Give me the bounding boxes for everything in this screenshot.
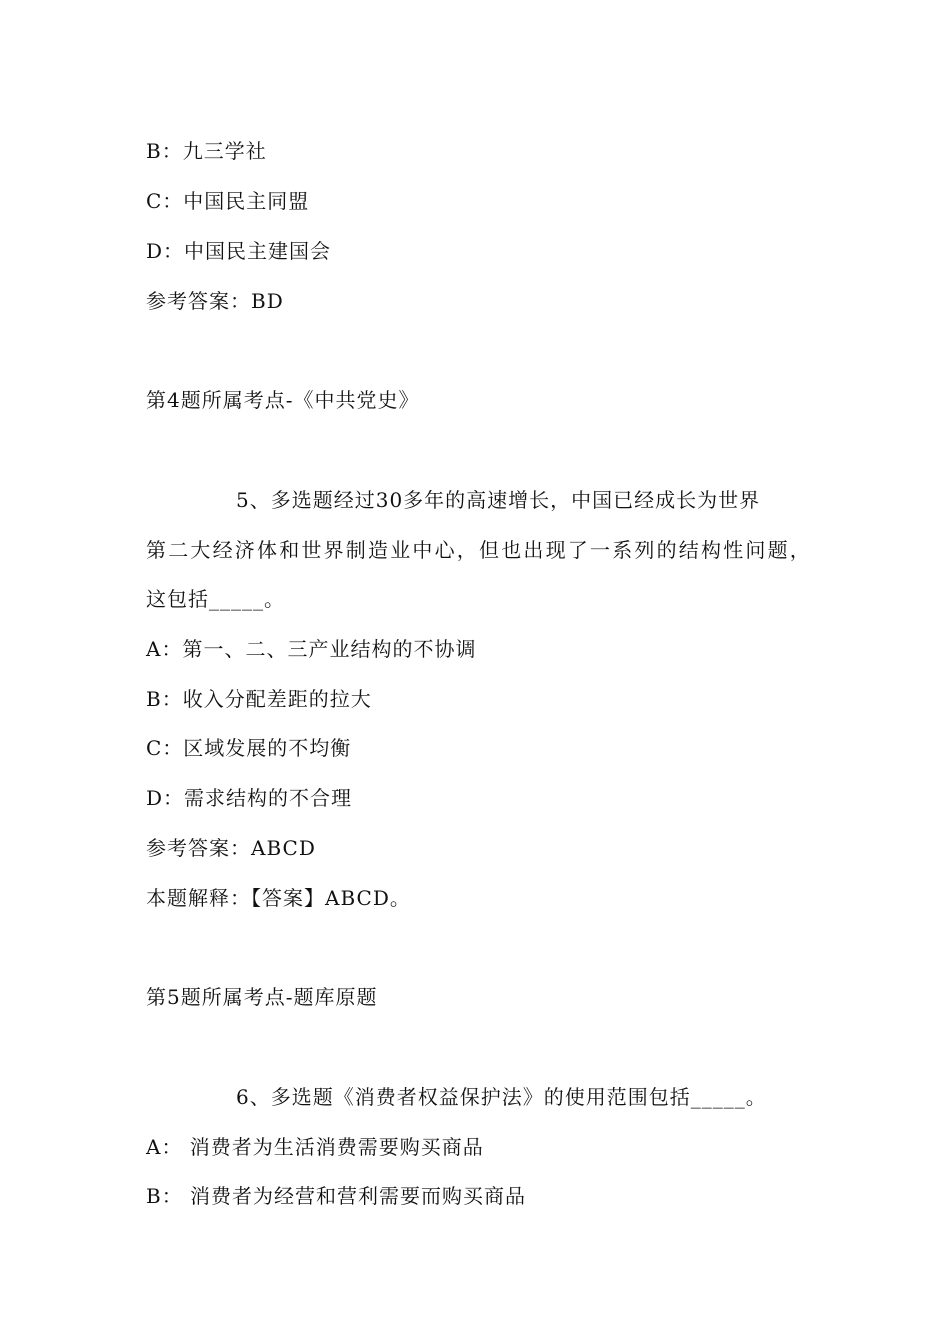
q4-answer: 参考答案：BD xyxy=(146,289,284,313)
q4-option-b: B：九三学社 xyxy=(146,139,267,163)
q5-stem-line-3: 这包括_____。 xyxy=(146,587,285,611)
q5-stem-line-2: 第二大经济体和世界制造业中心，但也出现了一系列的结构性问题， xyxy=(146,538,812,562)
q5-option-b: B：收入分配差距的拉大 xyxy=(146,687,372,711)
q5-topic: 第5题所属考点-题库原题 xyxy=(146,985,378,1009)
q5-option-c: C：区域发展的不均衡 xyxy=(146,736,352,760)
q4-topic: 第4题所属考点-《中共党史》 xyxy=(146,388,420,412)
q6-option-b: B： 消费者为经营和营利需要而购买商品 xyxy=(146,1184,527,1208)
q5-option-a: A：第一、二、三产业结构的不协调 xyxy=(146,637,477,661)
q6-stem: 6、多选题《消费者权益保护法》的使用范围包括_____。 xyxy=(236,1085,767,1109)
q4-option-d: D：中国民主建国会 xyxy=(146,239,332,263)
q6-option-a: A： 消费者为生活消费需要购买商品 xyxy=(146,1135,484,1159)
q5-explanation: 本题解释：【答案】ABCD。 xyxy=(146,886,411,910)
q5-answer: 参考答案：ABCD xyxy=(146,836,316,860)
q4-option-c: C：中国民主同盟 xyxy=(146,189,310,213)
q5-stem-line-1: 5、多选题经过30多年的高速增长，中国已经成长为世界 xyxy=(236,488,761,512)
q5-option-d: D：需求结构的不合理 xyxy=(146,786,353,810)
